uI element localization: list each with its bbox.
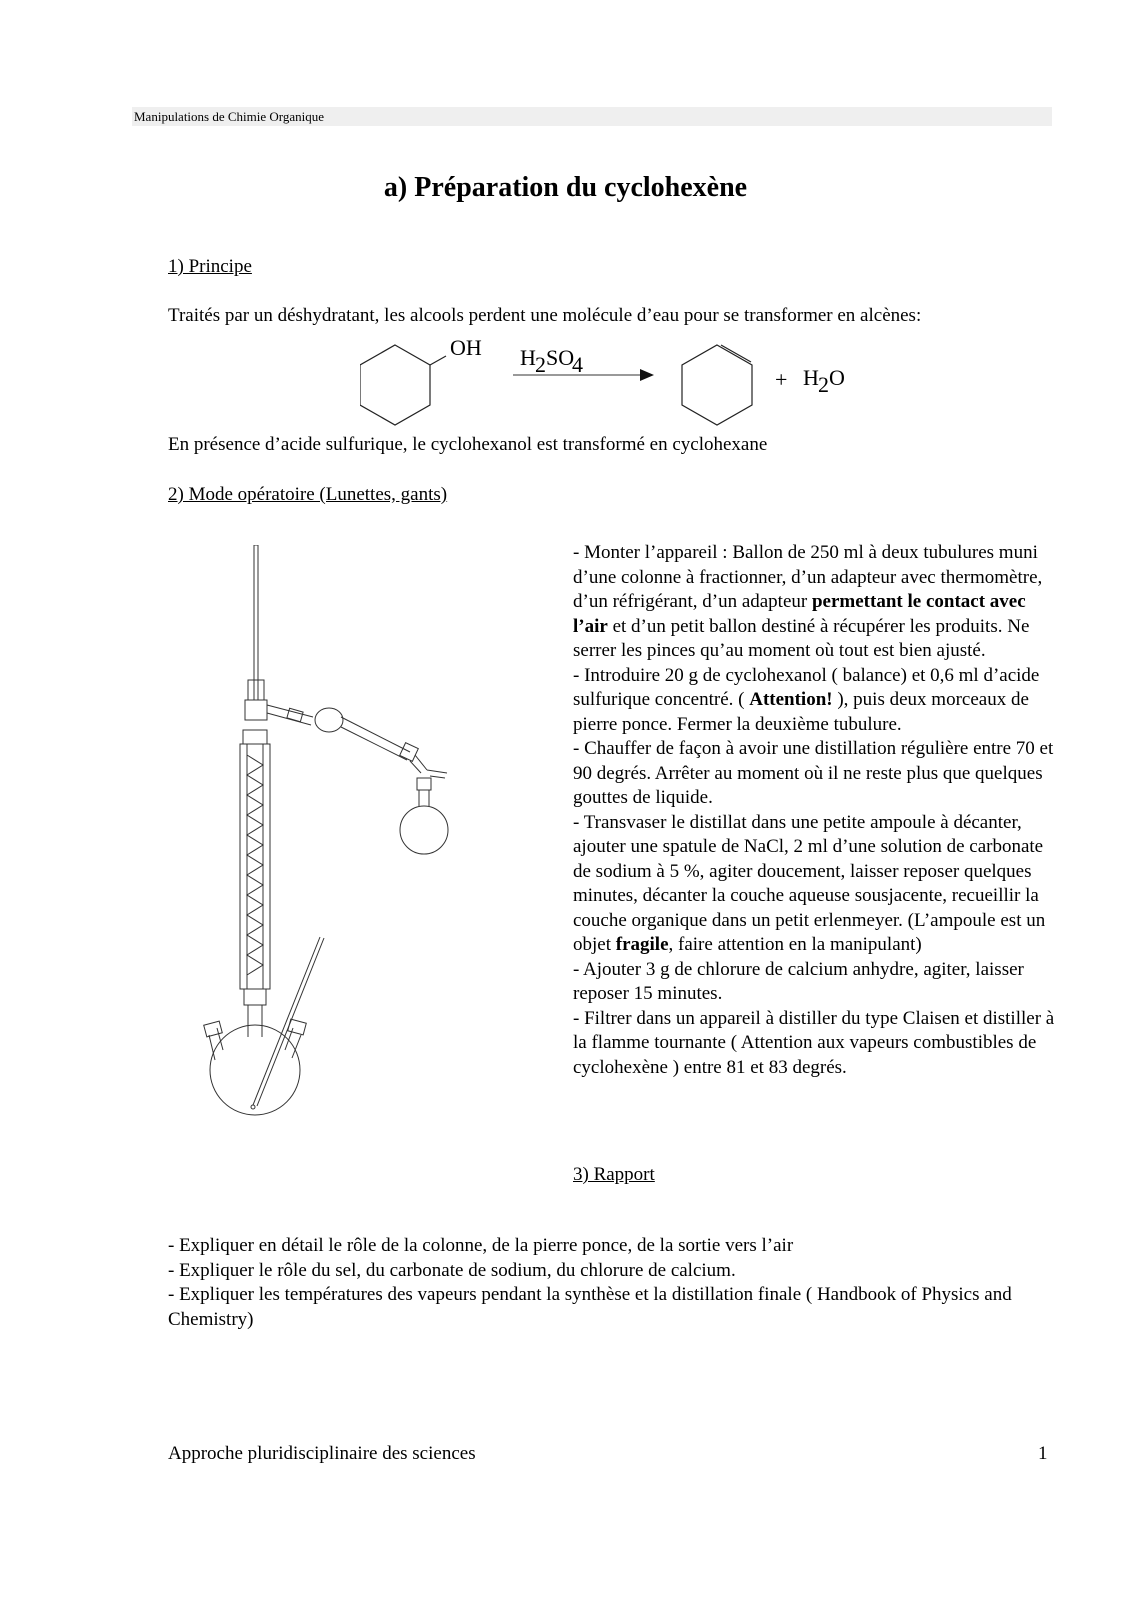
principle-intro: Traités par un déshydratant, les alcools perdent une molécule d’eau pour se transformer en alcènes: (168, 305, 922, 326)
page-number: 1 (1038, 1443, 1048, 1464)
distillation-apparatus-drawing (195, 545, 495, 1145)
report-list (168, 1234, 1058, 1332)
reagent-h: H (520, 345, 536, 370)
page-title: a) Préparation du cyclohexène (383, 172, 748, 203)
report-item: - Expliquer en détail le rôle de la colonne, de la pierre ponce, de la sortie vers l’air (168, 1235, 794, 1256)
reagent-sub-2: 2 (535, 352, 546, 377)
plus-sign: + (775, 367, 788, 392)
step-decant: - Transvaser le distillat dans une petite ampoule à décanter, ajouter une spatule de NaCl, 2 ml d’une solution de carbonate de sodium à 5 %, agiter doucement, laisser reposer quelques minutes, décanter la couche aqueuse sousjacente, recueillir la couche organique dans un petit erlenmeyer. (L’ampoule est un objet fragile, faire attention en la manipulant) (573, 811, 1046, 955)
water-o: O (829, 365, 845, 390)
reaction-arrow-head (640, 369, 654, 381)
reagent-sub-4: 4 (572, 352, 583, 377)
report-item: - Expliquer les températures des vapeurs pendant la synthèse et la distillation finale ( Handbook of Physics and Chemistry) (168, 1284, 1012, 1330)
water-sub-2: 2 (818, 372, 829, 397)
section-heading-mode-operatoire: 2) Mode opératoire (Lunettes, gants) (168, 484, 448, 505)
section-heading-rapport: 3) Rapport (573, 1164, 655, 1185)
cyclohexanol-ring (360, 345, 430, 425)
oh-bond (430, 356, 446, 365)
step-heat: - Chauffer de façon à avoir une distillation régulière entre 70 et 90 degrés. Arrêter au moment où il ne reste plus que quelques gouttes de liquide. (573, 738, 1054, 808)
water-h: H (803, 365, 819, 390)
footer-text: Approche pluridisciplinaire des sciences (168, 1443, 476, 1464)
procedure-steps (573, 541, 1063, 1080)
running-header: Manipulations de Chimie Organique (132, 107, 1052, 126)
step-mount-apparatus: - Monter l’appareil : Ballon de 250 ml à deux tubulures muni d’une colonne à fractionner, d’un adapteur avec thermomètre, d’un réfrigérant, d’un adapteur permettant le contact avec l’air et d’un petit ballon destiné à récupérer les produits. Ne serrer les pinces qu’au moment où tout est bien ajusté. (573, 542, 1043, 661)
oh-label: OH (450, 340, 482, 360)
double-bond-line (721, 345, 751, 362)
reaction-scheme (360, 340, 880, 430)
step-dry: - Ajouter 3 g de chlorure de calcium anhydre, agiter, laisser reposer 15 minutes. (573, 958, 1024, 1004)
principle-conclusion: En présence d’acide sulfurique, le cyclohexanol est transformé en cyclohexane (168, 434, 768, 455)
step-introduce-reagents: - Introduire 20 g de cyclohexanol ( balance) et 0,6 ml d’acide sulfurique concentré. ( Attention! ), puis deux morceaux de pierre ponce. Fermer la deuxième tubulure. (573, 664, 1040, 735)
step-filter-distill: - Filtrer dans un appareil à distiller du type Claisen et distiller à la flamme tournante ( Attention aux vapeurs combustibles de cyclohexène ) entre 81 et 83 degrés. (573, 1007, 1055, 1078)
report-item: - Expliquer le rôle du sel, du carbonate de sodium, du chlorure de calcium. (168, 1259, 736, 1281)
reagent-so: SO (546, 345, 575, 370)
section-heading-principe: 1) Principe (168, 256, 252, 277)
